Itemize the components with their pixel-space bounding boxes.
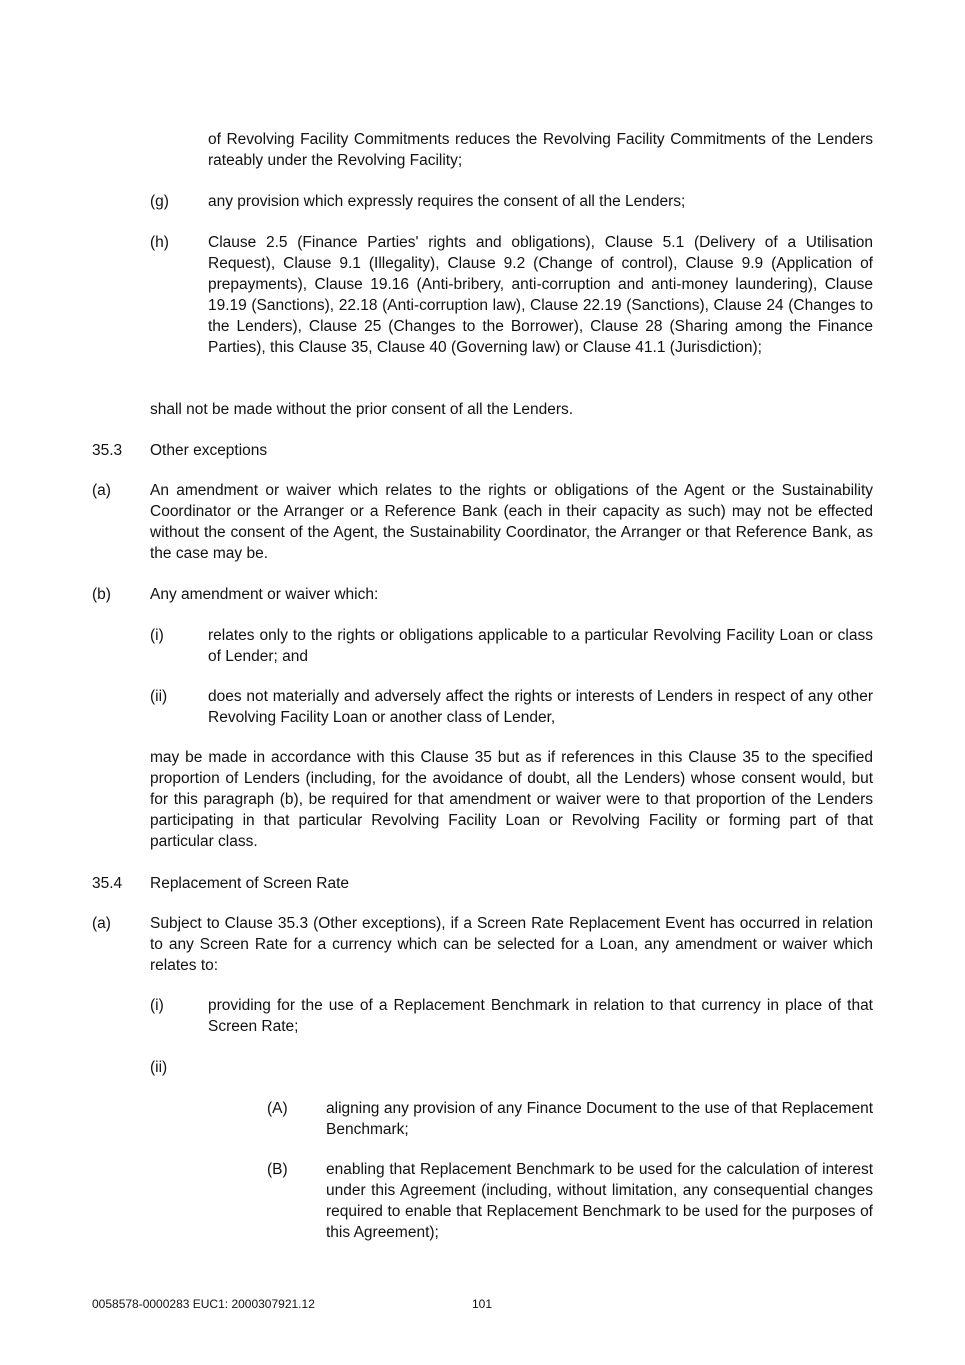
consent-statement: shall not be made without the prior consent of all the Lenders. bbox=[150, 401, 574, 418]
clause-label-35-3-a: (a) bbox=[92, 482, 111, 499]
clause-tail-35-3-b: may be made in accordance with this Clause 35 but as if references in this Clause 35 to the specified proportion of Lenders (including, for the avoidance of doubt, all the Lenders) whose consent would, but for this paragraph (b), be required for that amendment or waiver were to that proportion of the Lenders participating in that particular Revolving Facility Loan or Revolving Facility or forming part of that particular class. bbox=[150, 749, 873, 850]
section-number-35-4: 35.4 bbox=[92, 875, 123, 892]
clause-text-35-3-b: Any amendment or waiver which: bbox=[150, 586, 379, 603]
clause-label-35-3-b-ii: (ii) bbox=[150, 688, 168, 705]
clause-label-35-4-a-ii-A: (A) bbox=[267, 1100, 288, 1117]
clause-text-g: any provision which expressly requires the consent of all the Lenders; bbox=[208, 193, 686, 210]
section-number-35-3: 35.3 bbox=[92, 442, 123, 459]
section-title-35-3: Other exceptions bbox=[150, 442, 268, 459]
clause-label-35-4-a-ii: (ii) bbox=[150, 1059, 168, 1076]
clause-text-35-4-a-i: providing for the use of a Replacement Benchmark in relation to that currency in place of that Screen Rate; bbox=[208, 997, 873, 1035]
clause-text-35-4-a-ii-A: aligning any provision of any Finance Document to the use of that Replacement Benchmark; bbox=[326, 1100, 873, 1138]
clause-text-35-4-a: Subject to Clause 35.3 (Other exceptions), if a Screen Rate Replacement Event has occurred in relation to any Screen Rate for a currency which can be selected for a Loan, any amendment or waiver which relates to: bbox=[150, 915, 873, 974]
section-title-35-4: Replacement of Screen Rate bbox=[150, 875, 350, 892]
clause-label-35-4-a: (a) bbox=[92, 915, 111, 932]
footer-document-reference: 0058578-0000283 EUC1: 2000307921.12 bbox=[92, 1297, 315, 1311]
footer-page-number: 101 bbox=[472, 1297, 493, 1311]
clause-label-35-4-a-i: (i) bbox=[150, 997, 164, 1014]
clause-text-35-4-a-ii-B: enabling that Replacement Benchmark to be used for the calculation of interest under this Agreement (including, without limitation, any consequential changes required to enable that Replacement Benchmark to be used for the purposes of this Agreement); bbox=[326, 1161, 873, 1241]
clause-label-g: (g) bbox=[150, 193, 169, 210]
clause-text-35-3-b-ii: does not materially and adversely affect the rights or interests of Lenders in respect of any other Revolving Facility Loan or another class of Lender, bbox=[208, 688, 873, 726]
clause-text-h: Clause 2.5 (Finance Parties' rights and obligations), Clause 5.1 (Delivery of a Utilisation Request), Clause 9.1 (Illegality), Clause 9.2 (Change of control), Clause 9.9 (Application of prepayments), Clause 19.16 (Anti-bribery, anti-corruption and anti-money laundering), Clause 19.19 (Sanctions), 22.18 (Anti-corruption law), Clause 22.19 (Sanctions), Clause 24 (Changes to the Lenders), Clause 25 (Changes to the Borrower), Clause 28 (Sharing among the Finance Parties), this Clause 35, Clause 40 (Governing law) or Clause 41.1 (Jurisdiction); bbox=[208, 234, 873, 356]
clause-label-35-3-b: (b) bbox=[92, 586, 111, 603]
clause-label-h: (h) bbox=[150, 234, 169, 251]
continuation-paragraph: of Revolving Facility Commitments reduces the Revolving Facility Commitments of the Lenders rateably under the Revolving Facility; bbox=[208, 131, 873, 169]
clause-text-35-3-a: An amendment or waiver which relates to the rights or obligations of the Agent or the Sustainability Coordinator or the Arranger or a Reference Bank (each in their capacity as such) may not be effected without the consent of the Agent, the Sustainability Coordinator, the Arranger or that Reference Bank, as the case may be. bbox=[150, 482, 873, 562]
clause-label-35-4-a-ii-B: (B) bbox=[267, 1161, 288, 1178]
clause-text-35-3-b-i: relates only to the rights or obligations applicable to a particular Revolving Facility Loan or class of Lender; and bbox=[208, 627, 873, 665]
clause-label-35-3-b-i: (i) bbox=[150, 627, 164, 644]
